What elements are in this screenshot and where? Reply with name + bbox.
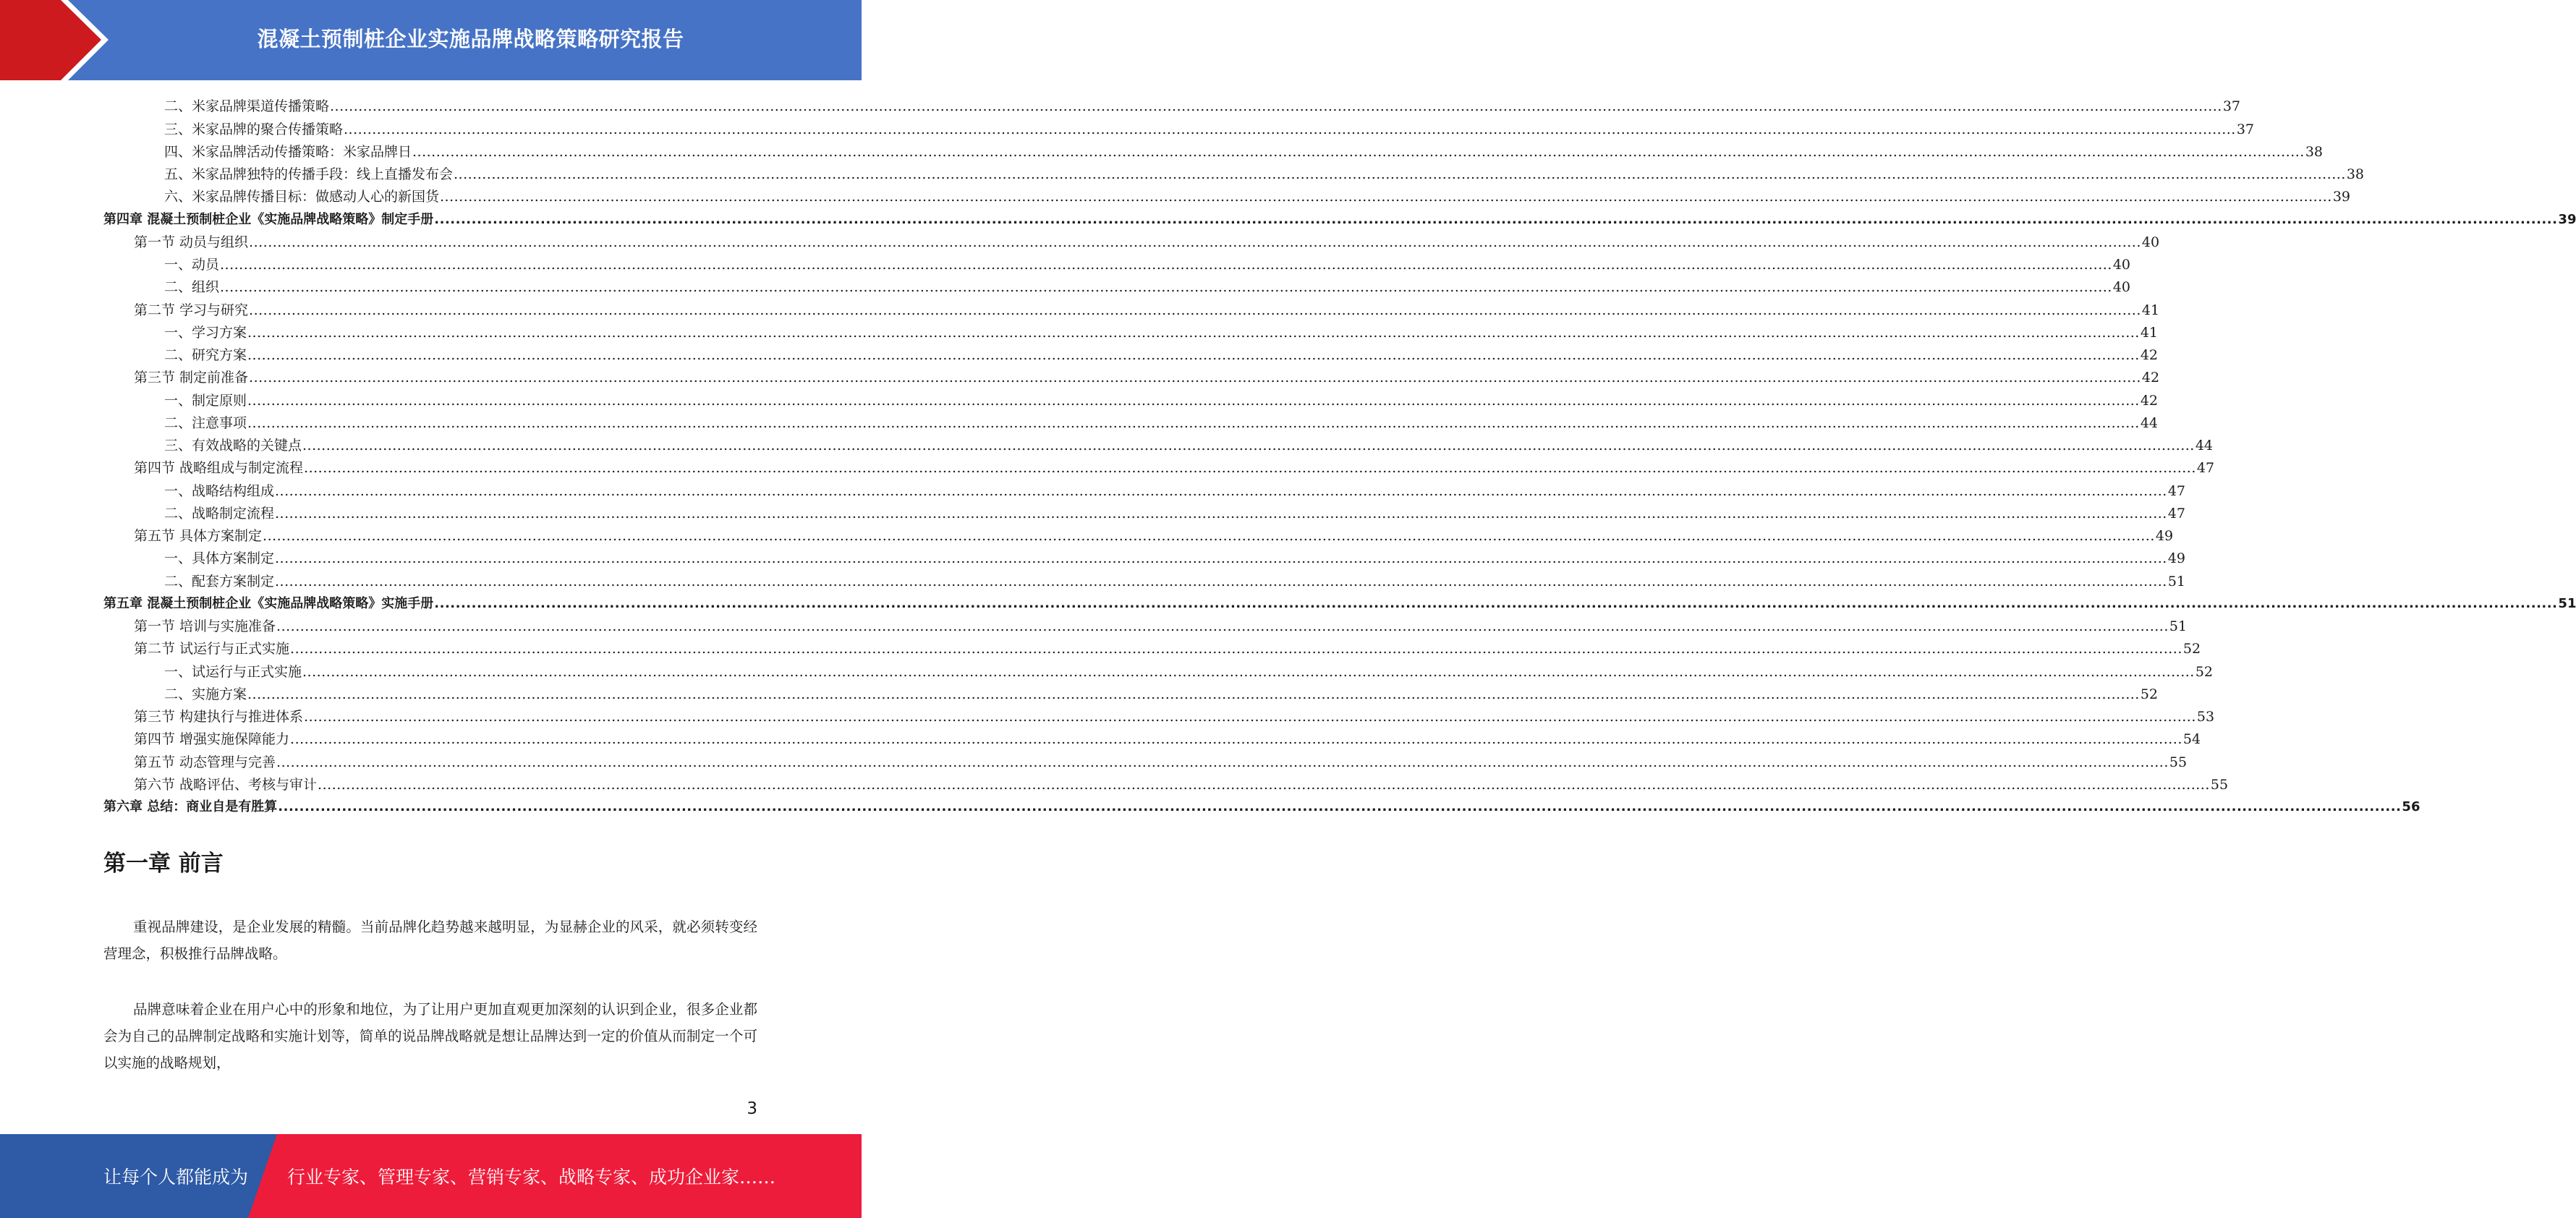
toc-entry-label: 第二节 试运行与正式实施	[134, 641, 290, 657]
footer-banner	[0, 1134, 862, 1218]
toc-entry-label: 一、动员	[164, 257, 220, 273]
toc-entry-label: 第三节 制定前准备	[134, 370, 249, 386]
toc-leader-dots: ................................................................................................................................................................................................................................................................................................................................................................................................................	[249, 302, 2141, 318]
toc-entry[interactable]	[103, 182, 2351, 205]
toc-entry-page: 55	[2210, 776, 2229, 793]
toc-entry-page: 51	[2169, 618, 2188, 634]
toc-entry[interactable]	[103, 657, 2214, 680]
toc-entry-page: 54	[2182, 731, 2201, 748]
toc-leader-dots: ................................................................................................................................................................................................................................................................................................................................................................................................................	[302, 663, 2195, 680]
toc-entry-label: 四、米家品牌活动传播策略：米家品牌日	[164, 143, 412, 160]
toc-leader-dots: ................................................................................................................................................................................................................................................................................................................................................................................................................	[276, 754, 2169, 770]
toc-leader-dots: ................................................................................................................................................................................................................................................................................................................................................................................................................	[412, 143, 2305, 160]
toc-leader-dots: ................................................................................................................................................................................................................................................................................................................................................................................................................	[247, 392, 2140, 409]
toc-entry[interactable]	[103, 453, 2215, 477]
toc-entry[interactable]	[103, 295, 2160, 318]
toc-entry-label: 二、战略制定流程	[164, 505, 275, 521]
toc-entry[interactable]	[103, 431, 2214, 453]
toc-entry[interactable]	[103, 747, 2188, 770]
toc-entry-page: 52	[2182, 641, 2201, 657]
toc-entry-label: 二、研究方案	[164, 347, 247, 363]
footer-slogan-left: 让每个人都能成为	[103, 1167, 249, 1188]
toc-entry-page: 42	[2140, 392, 2159, 409]
toc-entry-label: 一、学习方案	[164, 324, 247, 341]
toc-entry[interactable]	[103, 228, 2160, 250]
toc-leader-dots: ................................................................................................................................................................................................................................................................................................................................................................................................................	[276, 618, 2169, 634]
toc-entry-page: 40	[2112, 279, 2131, 296]
toc-entry-page: 49	[2167, 550, 2186, 567]
toc-entry-label: 一、具体方案制定	[164, 550, 275, 567]
toc-entry-label: 五、米家品牌独特的传播手段：线上直播发布会	[164, 166, 454, 182]
toc-entry-page: 38	[2305, 143, 2324, 160]
toc-entry[interactable]	[103, 409, 2159, 431]
toc-entry[interactable]	[103, 612, 2188, 634]
toc-entry-page: 42	[2140, 347, 2159, 363]
table-of-contents	[103, 92, 2576, 815]
toc-entry[interactable]	[103, 386, 2159, 409]
toc-entry-page: 39	[2332, 189, 2351, 205]
toc-entry-page: 47	[2167, 482, 2186, 499]
toc-entry-page: 41	[2140, 324, 2159, 341]
toc-entry-page: 41	[2141, 302, 2160, 318]
toc-leader-dots: ................................................................................................................................................................................................................................................................................................................................................................................................................	[247, 414, 2140, 431]
toc-entry-page: 40	[2141, 234, 2160, 250]
toc-entry-label: 二、米家品牌渠道传播策略	[164, 98, 330, 115]
toc-entry-label: 第六章 总结：商业自是有胜算	[103, 799, 278, 814]
toc-entry[interactable]	[103, 680, 2159, 702]
toc-entry-page: 52	[2195, 663, 2214, 680]
toc-leader-dots: ................................................................................................................................................................................................................................................................................................................................................................................................................	[290, 731, 2182, 748]
toc-entry[interactable]	[103, 566, 2186, 589]
page-number: 3	[747, 1099, 757, 1118]
toc-leader-dots: ................................................................................................................................................................................................................................................................................................................................................................................................................	[302, 438, 2195, 453]
toc-entry-label: 一、战略结构组成	[164, 482, 275, 499]
toc-entry[interactable]	[103, 114, 2255, 137]
chapter-heading: 第一章 前言	[103, 851, 224, 877]
toc-leader-dots: ................................................................................................................................................................................................................................................................................................................................................................................................................	[304, 709, 2196, 725]
toc-leader-dots: ................................................................................................................................................................................................................................................................................................................................................................................................................	[247, 686, 2140, 702]
toc-entry[interactable]	[103, 793, 2420, 815]
toc-entry-page: 47	[2196, 460, 2215, 477]
toc-leader-dots: ................................................................................................................................................................................................................................................................................................................................................................................................................	[440, 189, 2332, 205]
toc-entry-page: 38	[2346, 166, 2365, 182]
toc-leader-dots: ................................................................................................................................................................................................................................................................................................................................................................................................................	[318, 776, 2210, 793]
toc-leader-dots: ................................................................................................................................................................................................................................................................................................................................................................................................................	[263, 528, 2155, 544]
toc-entry-page: 56	[2402, 799, 2420, 814]
toc-entry-page: 44	[2140, 414, 2159, 431]
toc-entry-page: 40	[2112, 257, 2131, 273]
toc-leader-dots: ................................................................................................................................................................................................................................................................................................................................................................................................................	[275, 482, 2167, 499]
toc-entry-page: 37	[2236, 121, 2255, 137]
toc-entry-page: 51	[2167, 573, 2186, 589]
toc-leader-dots: ................................................................................................................................................................................................................................................................................................................................................................................................................	[304, 460, 2196, 477]
toc-leader-dots: ................................................................................................................................................................................................................................................................................................................................................................................................................	[220, 279, 2112, 296]
toc-leader-dots: ................................................................................................................................................................................................................................................................................................................................................................................................................	[330, 98, 2222, 115]
toc-entry-page: 55	[2169, 754, 2188, 770]
report-title: 混凝土预制桩企业实施品牌战略策略研究报告	[257, 26, 684, 51]
toc-entry[interactable]	[103, 137, 2324, 160]
toc-entry-label: 第五章 混凝土预制桩企业《实施品牌战略策略》实施手册	[103, 595, 434, 611]
toc-entry-label: 第六节 战略评估、考核与审计	[134, 776, 318, 793]
toc-entry[interactable]	[103, 702, 2215, 725]
toc-entry-page: 42	[2141, 370, 2160, 386]
toc-entry-label: 第二节 学习与研究	[134, 302, 249, 318]
toc-leader-dots: ................................................................................................................................................................................................................................................................................................................................................................................................................	[434, 211, 2558, 227]
toc-entry-label: 三、有效战略的关键点	[164, 438, 302, 453]
toc-entry-label: 第五节 动态管理与完善	[134, 754, 276, 770]
toc-entry[interactable]	[103, 725, 2201, 748]
toc-entry[interactable]	[103, 589, 2576, 612]
toc-entry[interactable]	[103, 318, 2159, 341]
toc-entry[interactable]	[103, 770, 2229, 793]
toc-entry-label: 二、注意事项	[164, 414, 247, 431]
toc-entry-page: 53	[2196, 709, 2215, 725]
toc-entry-label: 第四节 战略组成与制定流程	[134, 460, 304, 477]
toc-entry-page: 44	[2195, 438, 2214, 453]
toc-leader-dots: ................................................................................................................................................................................................................................................................................................................................................................................................................	[249, 370, 2141, 386]
toc-entry-label: 二、配套方案制定	[164, 573, 275, 589]
toc-entry-label: 第四节 增强实施保障能力	[134, 731, 290, 748]
toc-leader-dots: ................................................................................................................................................................................................................................................................................................................................................................................................................	[290, 641, 2182, 657]
toc-entry[interactable]	[103, 363, 2160, 386]
toc-entry-page: 37	[2222, 98, 2241, 115]
toc-leader-dots: ................................................................................................................................................................................................................................................................................................................................................................................................................	[434, 595, 2558, 611]
toc-entry-page: 47	[2167, 505, 2186, 521]
toc-entry-label: 一、试运行与正式实施	[164, 663, 302, 680]
toc-leader-dots: ................................................................................................................................................................................................................................................................................................................................................................................................................	[247, 324, 2140, 341]
toc-entry[interactable]	[103, 499, 2186, 521]
toc-entry-page: 49	[2155, 528, 2174, 544]
toc-entry-label: 第四章 混凝土预制桩企业《实施品牌战略策略》制定手册	[103, 211, 434, 227]
toc-entry-label: 二、组织	[164, 279, 220, 296]
footer-slogan-right: 行业专家、管理专家、营销专家、战略专家、成功企业家……	[287, 1167, 776, 1188]
toc-entry[interactable]	[103, 521, 2174, 544]
toc-entry-label: 第三节 构建执行与推进体系	[134, 709, 304, 725]
toc-leader-dots: ................................................................................................................................................................................................................................................................................................................................................................................................................	[454, 166, 2346, 182]
body-paragraph-1: 重视品牌建设，是企业发展的精髓。当前品牌化趋势越来越明显，为显赫企业的风采，就必须转变经营理念，积极推行品牌战略。	[103, 919, 757, 962]
toc-leader-dots: ................................................................................................................................................................................................................................................................................................................................................................................................................	[278, 799, 2402, 814]
toc-leader-dots: ................................................................................................................................................................................................................................................................................................................................................................................................................	[275, 550, 2167, 567]
toc-entry-label: 第一节 动员与组织	[134, 234, 249, 250]
body-paragraph-2: 品牌意味着企业在用户心中的形象和地位，为了让用户更加直观更加深刻的认识到企业，很多企业都会为自己的品牌制定战略和实施计划等，简单的说品牌战略就是想让品牌达到一定的价值从而制定一个可以实施的战略规划，	[103, 1001, 757, 1071]
toc-entry-label: 三、米家品牌的聚合传播策略	[164, 121, 344, 137]
toc-entry[interactable]	[103, 476, 2186, 499]
toc-entry[interactable]	[103, 341, 2159, 363]
toc-entry[interactable]	[103, 544, 2186, 567]
toc-leader-dots: ................................................................................................................................................................................................................................................................................................................................................................................................................	[220, 257, 2112, 273]
toc-entry-page: 52	[2140, 686, 2159, 702]
toc-entry[interactable]	[103, 205, 2576, 227]
toc-entry[interactable]	[103, 250, 2131, 273]
toc-entry-page: 51	[2558, 595, 2576, 611]
header-banner	[0, 0, 862, 80]
toc-entry[interactable]	[103, 634, 2201, 657]
toc-leader-dots: ................................................................................................................................................................................................................................................................................................................................................................................................................	[344, 121, 2236, 137]
toc-leader-dots: ................................................................................................................................................................................................................................................................................................................................................................................................................	[275, 505, 2167, 521]
toc-entry[interactable]	[103, 92, 2241, 115]
toc-entry-label: 第五节 具体方案制定	[134, 528, 263, 544]
toc-entry[interactable]	[103, 273, 2131, 296]
toc-entry-label: 二、实施方案	[164, 686, 247, 702]
toc-entry-label: 六、米家品牌传播目标：做感动人心的新国货	[164, 189, 440, 205]
toc-leader-dots: ................................................................................................................................................................................................................................................................................................................................................................................................................	[275, 573, 2167, 589]
toc-leader-dots: ................................................................................................................................................................................................................................................................................................................................................................................................................	[249, 234, 2141, 250]
toc-entry[interactable]	[103, 160, 2365, 182]
toc-entry-label: 第一节 培训与实施准备	[134, 618, 276, 634]
toc-leader-dots: ................................................................................................................................................................................................................................................................................................................................................................................................................	[247, 347, 2140, 363]
toc-entry-page: 39	[2558, 211, 2576, 227]
toc-entry-label: 一、制定原则	[164, 392, 247, 409]
